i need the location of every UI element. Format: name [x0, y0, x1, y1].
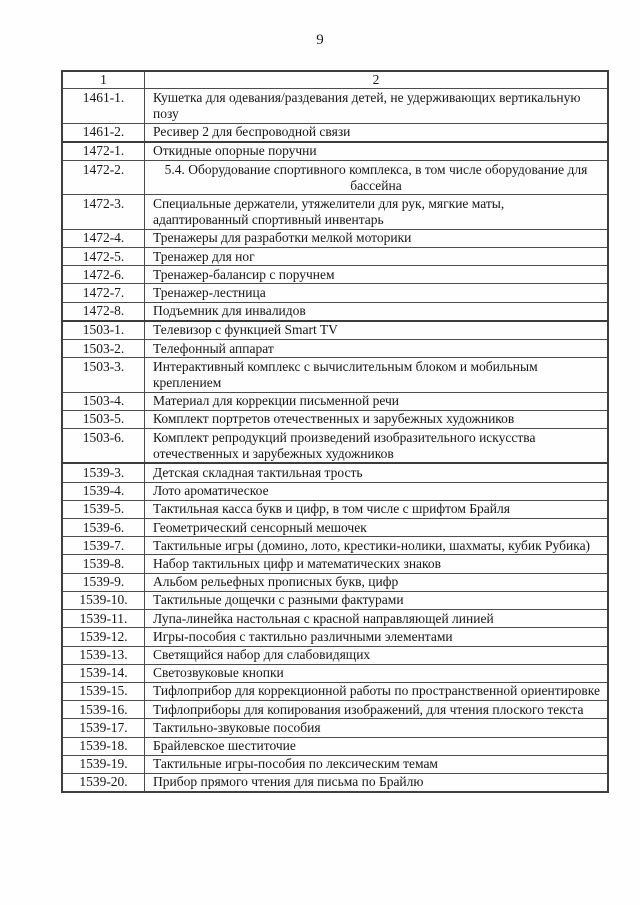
- table-row: [62, 358, 608, 392]
- row-description: Геометрический сенсорный мешочек: [145, 519, 609, 537]
- table-row: [62, 610, 608, 628]
- row-description: Детская складная тактильная трость: [145, 463, 609, 482]
- row-code: 1539-17.: [62, 719, 145, 737]
- table-row: [62, 123, 608, 142]
- row-code: 1461-2.: [62, 123, 145, 142]
- row-description: Лупа-линейка настольная с красной направляющей линией: [145, 610, 609, 628]
- table-row: [62, 664, 608, 682]
- row-description: Тактильные игры-пособия по лексическим темам: [145, 755, 609, 773]
- row-description: Светящийся набор для слабовидящих: [145, 646, 609, 664]
- row-code: 1503-6.: [62, 429, 145, 464]
- row-description: Тренажер-лестница: [145, 284, 609, 302]
- row-description: Ресивер 2 для беспроводной связи: [145, 123, 609, 142]
- table-row: [62, 682, 608, 700]
- row-description: Тактильные дощечки с разными фактурами: [145, 591, 609, 609]
- row-code: 1503-3.: [62, 358, 145, 392]
- row-description: Тренажеры для разработки мелкой моторики: [145, 229, 609, 247]
- row-code: 1539-18.: [62, 737, 145, 755]
- row-code: 1539-4.: [62, 482, 145, 500]
- row-description: Специальные держатели, утяжелители для рук, мягкие маты, адаптированный спортивный инвентарь: [145, 195, 609, 229]
- row-description: Альбом рельефных прописных букв, цифр: [145, 573, 609, 591]
- row-description: Телевизор с функцией Smart TV: [145, 321, 609, 340]
- row-code: 1539-5.: [62, 500, 145, 518]
- row-code: 1472-4.: [62, 229, 145, 247]
- column-header-code: 1: [62, 71, 145, 89]
- row-description: Комплект портретов отечественных и зарубежных художников: [145, 410, 609, 428]
- table-body: [62, 89, 608, 792]
- table-row: [62, 500, 608, 518]
- row-description: Игры-пособия с тактильно различными элементами: [145, 628, 609, 646]
- row-code: 1472-5.: [62, 248, 145, 266]
- equipment-table: [61, 70, 609, 793]
- table-row: [62, 321, 608, 340]
- table-row: [62, 161, 608, 195]
- row-code: 1503-1.: [62, 321, 145, 340]
- table-row: [62, 142, 608, 161]
- table-row: [62, 773, 608, 792]
- row-code: 1539-7.: [62, 537, 145, 555]
- row-code: 1472-6.: [62, 266, 145, 284]
- row-code: 1472-8.: [62, 302, 145, 321]
- row-code: 1539-3.: [62, 463, 145, 482]
- table-header-row: [62, 71, 608, 89]
- row-code: 1461-1.: [62, 89, 145, 123]
- page-number: 9: [316, 32, 324, 48]
- table-row: [62, 737, 608, 755]
- row-code: 1539-20.: [62, 773, 145, 792]
- row-code: 1472-1.: [62, 142, 145, 161]
- table-row: [62, 482, 608, 500]
- row-description: Кушетка для одевания/раздевания детей, не удерживающих вертикальную позу: [145, 89, 609, 123]
- row-description: Материал для коррекции письменной речи: [145, 392, 609, 410]
- table-row: [62, 519, 608, 537]
- row-code: 1539-10.: [62, 591, 145, 609]
- table-row: [62, 628, 608, 646]
- table-row: [62, 429, 608, 464]
- row-description: Тактильно-звуковые пособия: [145, 719, 609, 737]
- row-description: Комплект репродукций произведений изобразительного искусства отечественных и зарубежных художников: [145, 429, 609, 464]
- table-row: [62, 410, 608, 428]
- table-row: [62, 195, 608, 229]
- table-row: [62, 573, 608, 591]
- row-description: 5.4. Оборудование спортивного комплекса, в том числе оборудование для бассейна: [145, 161, 609, 195]
- row-description: Прибор прямого чтения для письма по Брайлю: [145, 773, 609, 792]
- row-code: 1539-11.: [62, 610, 145, 628]
- table-row: [62, 591, 608, 609]
- table-row: [62, 229, 608, 247]
- column-header-description: 2: [145, 71, 609, 89]
- row-description: Тактильные игры (домино, лото, крестики-нолики, шахматы, кубик Рубика): [145, 537, 609, 555]
- table-row: [62, 392, 608, 410]
- row-description: Брайлевское шеститочие: [145, 737, 609, 755]
- table-row: [62, 719, 608, 737]
- row-description: Тактильная касса букв и цифр, в том числе с шрифтом Брайля: [145, 500, 609, 518]
- row-code: 1503-4.: [62, 392, 145, 410]
- row-description: Подъемник для инвалидов: [145, 302, 609, 321]
- row-code: 1472-3.: [62, 195, 145, 229]
- row-description: Тифлоприбор для коррекционной работы по пространственной ориентировке: [145, 682, 609, 700]
- row-description: Тренажер для ног: [145, 248, 609, 266]
- row-description: Лото ароматическое: [145, 482, 609, 500]
- row-code: 1539-8.: [62, 555, 145, 573]
- row-code: 1539-13.: [62, 646, 145, 664]
- row-description: Тренажер-балансир с поручнем: [145, 266, 609, 284]
- row-description: Светозвуковые кнопки: [145, 664, 609, 682]
- row-description: Откидные опорные поручни: [145, 142, 609, 161]
- table-row: [62, 248, 608, 266]
- table-row: [62, 463, 608, 482]
- table-row: [62, 646, 608, 664]
- table-row: [62, 555, 608, 573]
- table-row: [62, 537, 608, 555]
- row-code: 1503-2.: [62, 340, 145, 358]
- table-row: [62, 284, 608, 302]
- table-row: [62, 755, 608, 773]
- row-code: 1539-15.: [62, 682, 145, 700]
- row-code: 1539-12.: [62, 628, 145, 646]
- row-code: 1503-5.: [62, 410, 145, 428]
- row-code: 1539-9.: [62, 573, 145, 591]
- row-code: 1539-19.: [62, 755, 145, 773]
- table-row: [62, 302, 608, 321]
- table-row: [62, 89, 608, 123]
- row-description: Интерактивный комплекс с вычислительным блоком и мобильным креплением: [145, 358, 609, 392]
- row-code: 1539-14.: [62, 664, 145, 682]
- table-row: [62, 701, 608, 719]
- row-code: 1472-2.: [62, 161, 145, 195]
- row-code: 1472-7.: [62, 284, 145, 302]
- row-description: Набор тактильных цифр и математических знаков: [145, 555, 609, 573]
- row-code: 1539-6.: [62, 519, 145, 537]
- row-code: 1539-16.: [62, 701, 145, 719]
- table-row: [62, 340, 608, 358]
- row-description: Телефонный аппарат: [145, 340, 609, 358]
- table-row: [62, 266, 608, 284]
- row-description: Тифлоприборы для копирования изображений, для чтения плоского текста: [145, 701, 609, 719]
